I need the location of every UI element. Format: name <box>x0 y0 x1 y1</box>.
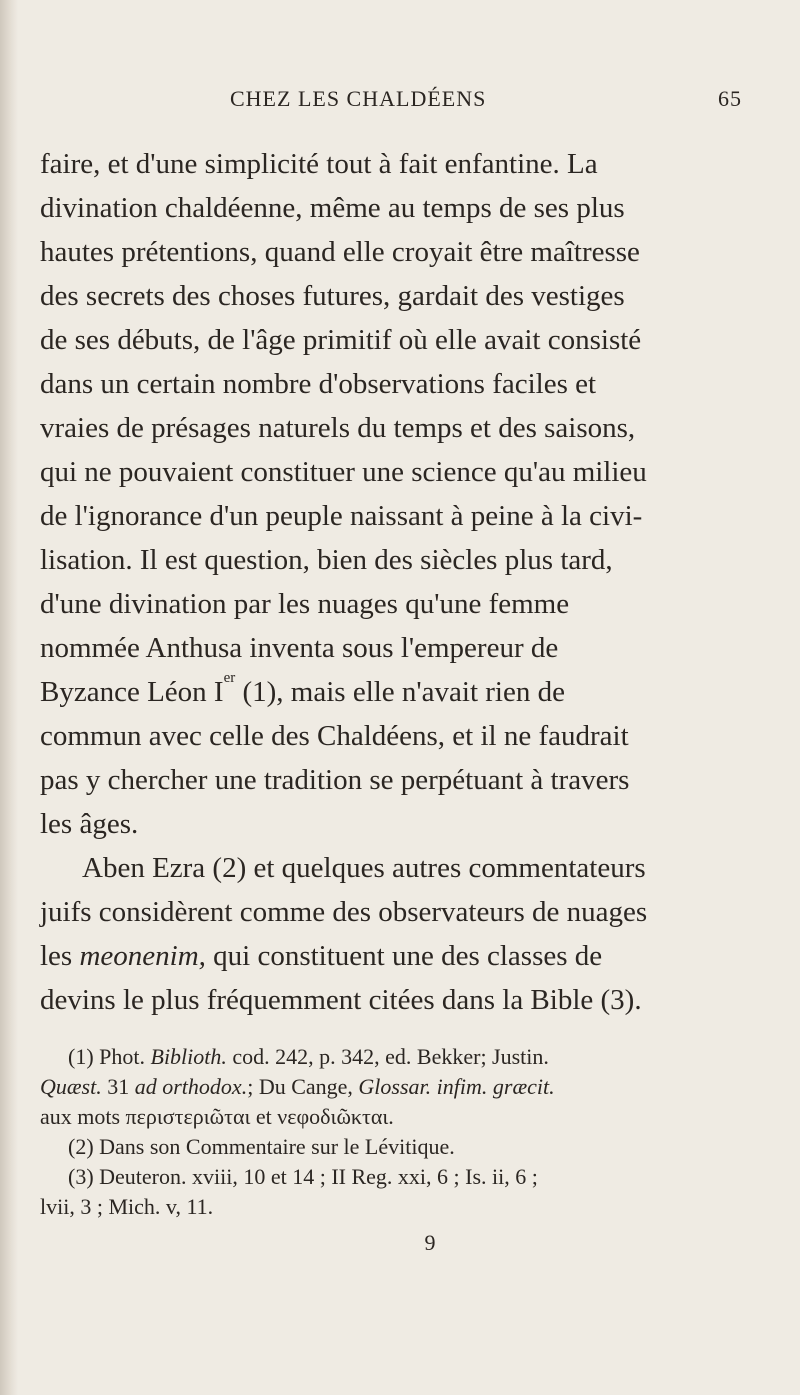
text-run: Byzance Léon I <box>40 676 224 708</box>
text-line: dans un certain nombre d'observations faciles et <box>40 368 597 400</box>
text-line: lisation. Il est question, bien des siècles plus tard, <box>40 544 613 576</box>
footnotes <box>40 1042 760 1222</box>
text-line: pas y chercher une tradition se perpétuant à travers <box>40 764 630 796</box>
text-run: (1), mais elle n'avait rien de <box>235 676 565 708</box>
text-line: d'une divination par les nuages qu'une femme <box>40 588 570 620</box>
footnote-1-cont <box>40 1072 760 1102</box>
text-run: ; Du Cange, <box>247 1074 359 1099</box>
text-line: de ses débuts, de l'âge primitif où elle avait consisté <box>40 324 642 356</box>
text-line: qui ne pouvaient constituer une science qu'au milieu <box>40 456 647 488</box>
text-run: cod. 242, p. 342, ed. Bekker; Justin. <box>226 1044 549 1069</box>
text-line: nommée Anthusa inventa sous l'empereur de <box>40 632 559 664</box>
text-run: (1) Phot. <box>68 1044 151 1069</box>
superscript: er <box>223 670 236 686</box>
text-line: les âges. <box>40 808 139 840</box>
italic-term: meonenim, <box>79 940 206 972</box>
text-line: vraies de présages naturels du temps et des saisons, <box>40 412 636 444</box>
footnote-3-cont: lvii, 3 ; Mich. v, 11. <box>40 1194 214 1219</box>
text-line <box>40 670 760 714</box>
italic-ref: Glossar. infim. græcit. <box>358 1074 555 1099</box>
text-line: juifs considèrent comme des observateurs de nuages <box>40 896 648 928</box>
footnote-3: (3) Deuteron. xviii, 10 et 14 ; II Reg. xxi, 6 ; Is. ii, 6 ; <box>68 1164 538 1189</box>
main-text <box>40 142 760 1022</box>
footnote-1 <box>40 1042 760 1072</box>
page-gutter-shadow <box>0 0 18 1395</box>
running-title: CHEZ LES CHALDÉENS <box>230 86 487 111</box>
italic-ref: ad orthodox. <box>134 1074 248 1099</box>
italic-ref: Biblioth. <box>150 1044 227 1069</box>
text-line: commun avec celle des Chaldéens, et il ne faudrait <box>40 720 629 752</box>
signature-mark: 9 <box>424 1230 436 1255</box>
italic-ref: Quæst. <box>40 1074 102 1099</box>
text-line: devins le plus fréquemment citées dans la Bible (3). <box>40 984 642 1016</box>
text-line: hautes prétentions, quand elle croyait être maîtresse <box>40 236 640 268</box>
paragraph-first-line: Aben Ezra (2) et quelques autres commentateurs <box>82 852 646 884</box>
text-line: faire, et d'une simplicité tout à fait enfantine. La <box>40 148 598 180</box>
book-page <box>40 86 760 1256</box>
running-header <box>40 86 760 122</box>
footnote-1-cont: aux mots περιστεριῶται et νεφοδιῶκται. <box>40 1104 394 1129</box>
footnote-2: (2) Dans son Commentaire sur le Lévitique. <box>68 1134 455 1159</box>
text-line: divination chaldéenne, même au temps de ses plus <box>40 192 625 224</box>
page-number: 65 <box>718 86 742 111</box>
text-line: de l'ignorance d'un peuple naissant à peine à la civi- <box>40 500 643 532</box>
text-run: les <box>40 940 80 972</box>
text-run: qui constituent une des classes de <box>205 940 603 972</box>
text-line: des secrets des choses futures, gardait des vestiges <box>40 280 625 312</box>
text-line <box>40 934 760 978</box>
text-run: 31 <box>101 1074 135 1099</box>
